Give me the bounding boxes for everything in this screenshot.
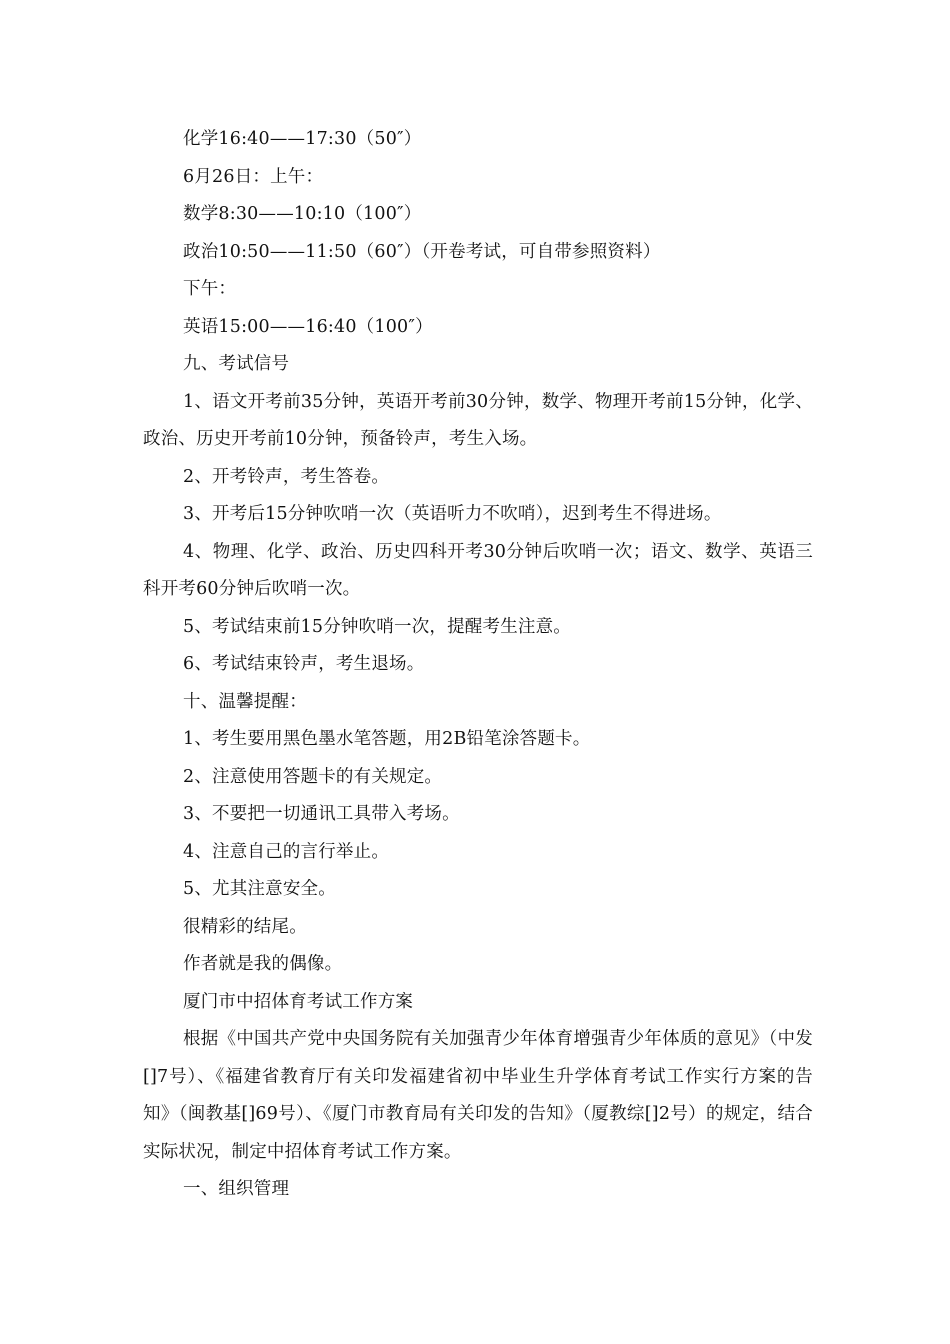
reminder-item-3: 3、不要把一切通讯工具带入考场。: [183, 804, 460, 824]
signal-item-4: 4、物理、化学、政治、历史四科开考30分钟后吹哨一次；语文、数学、英语三科开考60分钟后吹哨一次。: [143, 541, 813, 599]
signal-item-2: 2、开考铃声，考生答卷。: [183, 466, 390, 487]
reminder-item-4: 4、注意自己的言行举止。: [183, 841, 390, 862]
paragraph-politics-schedule: 政治10:50——11:50（60″）（开卷考试，可自带参照资料）: [183, 241, 661, 262]
paragraph-june-26-morning: 6月26日：上午：: [183, 166, 324, 187]
reminder-item-2: 2、注意使用答题卡的有关规定。: [183, 766, 443, 787]
comment-line-2: 作者就是我的偶像。: [183, 954, 343, 974]
section-heading-reminders: 十、温馨提醒：: [183, 691, 307, 712]
document-title-line: 厦门市中招体育考试工作方案: [183, 991, 414, 1012]
paragraph-english-schedule: 英语15:00——16:40（100″）: [183, 316, 433, 337]
paragraph-chemistry-schedule: 化学16:40——17:30（50″）: [183, 129, 422, 149]
signal-item-1: 1、语文开考前35分钟，英语开考前30分钟，数学、物理开考前15分钟，化学、政治、历史开考前10分钟，预备铃声，考生入场。: [143, 391, 813, 449]
signal-item-6: 6、考试结束铃声，考生退场。: [183, 654, 425, 674]
signal-item-3: 3、开考后15分钟吹哨一次（英语听力不吹哨），迟到考生不得进场。: [183, 504, 722, 524]
intro-paragraph: 根据《中国共产党中央国务院有关加强青少年体育增强青少年体质的意见》（中发[]7号）、《福建省教育厅有关印发福建省初中毕业生升学体育考试工作实行方案的告知》（闽教基[]69号）、《厦门市教育局有关印发的告知》（厦教综[]2号）的规定，结合实际状况，制定中招体育考试工作方案。: [143, 1029, 813, 1162]
reminder-item-1: 1、考生要用黑色墨水笔答题，用2B铅笔涂答题卡。: [183, 729, 591, 749]
section-heading-organization: 一、组织管理: [183, 1179, 290, 1199]
paragraph-afternoon: 下午：: [183, 279, 237, 299]
section-heading-exam-signals: 九、考试信号: [183, 354, 290, 374]
document-body: [143, 121, 813, 1209]
reminder-item-5: 5、尤其注意安全。: [183, 879, 336, 899]
comment-line-1: 很精彩的结尾。: [183, 916, 307, 937]
signal-item-5: 5、考试结束前15分钟吹哨一次，提醒考生注意。: [183, 616, 572, 637]
paragraph-math-schedule: 数学8:30——10:10（100″）: [183, 204, 422, 224]
